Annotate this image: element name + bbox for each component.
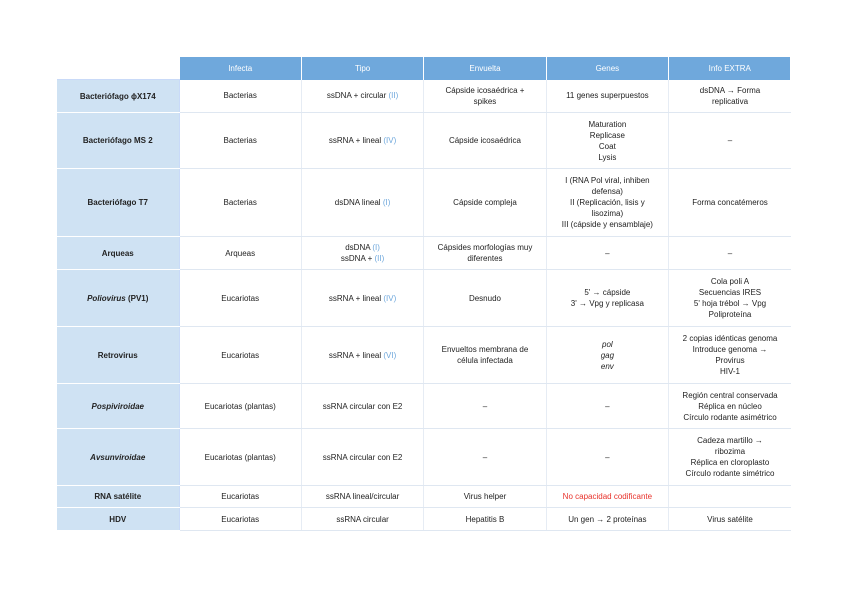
- cell-line: [553, 208, 662, 219]
- cell-text: –: [727, 136, 733, 145]
- cell-genes: [546, 429, 668, 486]
- cell-text: 3' → Vpg y replicasa: [570, 299, 644, 308]
- cell-envuelta: [424, 80, 546, 113]
- cell-text: Replicase: [589, 130, 625, 140]
- baltimore-class-label: (I): [372, 243, 380, 252]
- cell-infecta: [179, 237, 301, 270]
- cell-tipo: [301, 80, 423, 113]
- cell-line: [675, 333, 785, 344]
- cell-text: Eucariotas (plantas): [204, 452, 276, 462]
- cell-line: [675, 287, 785, 298]
- baltimore-class-label: (II): [388, 91, 399, 101]
- cell-infecta: [179, 169, 301, 237]
- cell-text: ribozima: [714, 447, 746, 456]
- cell-text: dsDNA: [345, 243, 373, 252]
- header-infecta: Infecta: [179, 57, 301, 80]
- cell-text: Bacterias: [223, 198, 257, 207]
- cell-line: [553, 130, 662, 141]
- cell-text: ssRNA circular: [336, 514, 389, 524]
- cell-text: dsDNA → Forma: [699, 85, 761, 95]
- header-genes: Genes: [546, 57, 668, 80]
- cell-text: Cápside compleja: [453, 198, 517, 207]
- cell-line: [675, 446, 785, 457]
- cell-info-extra: [669, 508, 791, 531]
- cell-line: [186, 401, 295, 412]
- cell-infecta: [179, 508, 301, 531]
- cell-text: ssRNA + lineal: [328, 293, 384, 303]
- cell-tipo: [301, 429, 423, 486]
- cell-text: Cola poli A: [710, 277, 750, 286]
- cell-text: Un gen → 2 proteínas: [568, 514, 647, 524]
- header-row: [57, 57, 791, 80]
- cell-text: Desnudo: [468, 293, 501, 303]
- cell-genes: [546, 270, 668, 327]
- cell-line: [675, 276, 785, 287]
- cell-text: ssRNA lineal/circular: [325, 492, 400, 501]
- cell-line: [675, 197, 785, 208]
- baltimore-class-label: (IV): [383, 136, 397, 145]
- cell-envuelta: [424, 237, 546, 270]
- table-row: [57, 327, 791, 384]
- cell-text: Círculo rodante simétrico: [685, 469, 775, 478]
- table-row: [57, 508, 791, 531]
- row-header: [57, 270, 179, 327]
- cell-line: [308, 242, 417, 253]
- cell-line: [308, 452, 417, 463]
- cell-line: [675, 344, 785, 355]
- cell-text: Eucariotas: [221, 514, 260, 524]
- cell-envuelta: [424, 113, 546, 169]
- cell-envuelta: [424, 384, 546, 429]
- cell-line: [675, 401, 785, 412]
- cell-text: env: [600, 361, 614, 371]
- cell-genes: [546, 237, 668, 270]
- cell-text: Cápside icosaédrica: [448, 136, 521, 145]
- cell-line: [430, 242, 539, 253]
- baltimore-class-label: (II): [374, 254, 385, 263]
- header-tipo: Tipo: [301, 57, 423, 80]
- cell-text: III (cápside y ensamblaje): [561, 220, 653, 229]
- cell-line: [553, 298, 662, 309]
- cell-tipo: [301, 270, 423, 327]
- cell-line: [553, 350, 662, 361]
- cell-infecta: [179, 113, 301, 169]
- cell-tipo: [301, 384, 423, 429]
- cell-infecta: [179, 384, 301, 429]
- cell-line: [430, 253, 539, 264]
- cell-text: Coat: [598, 141, 616, 151]
- cell-line: [553, 401, 662, 412]
- cell-text: replicativa: [712, 96, 749, 106]
- cell-text: pol: [602, 339, 613, 349]
- cell-info-extra: [669, 169, 791, 237]
- row-header: [57, 486, 179, 508]
- cell-text: Bacterias: [223, 91, 257, 101]
- cell-line: [675, 248, 785, 259]
- baltimore-class-label: (IV): [383, 293, 397, 303]
- cell-line: [430, 355, 539, 366]
- cell-text: 2 copias idénticas genoma: [682, 334, 778, 343]
- cell-text: Cápside icosaédrica +: [445, 85, 525, 95]
- row-name: HDV: [109, 514, 127, 524]
- cell-text: ssRNA circular con E2: [322, 452, 403, 462]
- cell-line: [553, 119, 662, 130]
- row-header: [57, 429, 179, 486]
- cell-tipo: [301, 169, 423, 237]
- cell-text: HIV-1: [720, 367, 741, 376]
- cell-line: [675, 366, 785, 377]
- cell-line: [675, 135, 785, 146]
- cell-line: [553, 452, 662, 463]
- cell-text: Virus satélite: [707, 514, 753, 524]
- cell-line: [308, 514, 417, 525]
- cell-envuelta: [424, 429, 546, 486]
- cell-line: [675, 96, 785, 107]
- row-name: Avsunviroidae: [90, 452, 146, 462]
- cell-line: [186, 197, 295, 208]
- cell-line: [430, 344, 539, 355]
- cell-line: [675, 390, 785, 401]
- table-row: [57, 384, 791, 429]
- table-body: [57, 80, 791, 531]
- cell-text: lisozima): [591, 209, 624, 218]
- cell-info-extra: [669, 327, 791, 384]
- cell-line: [430, 452, 539, 463]
- cell-text: 5' hoja trébol → Vpg: [693, 299, 767, 308]
- cell-text: –: [482, 401, 488, 411]
- cell-info-extra: [669, 384, 791, 429]
- cell-line: [430, 401, 539, 412]
- cell-line: [308, 90, 417, 101]
- row-header: [57, 327, 179, 384]
- cell-line: [675, 85, 785, 96]
- table-row: [57, 486, 791, 508]
- cell-text: Eucariotas: [221, 350, 260, 360]
- cell-line: [308, 401, 417, 412]
- cell-line: [186, 293, 295, 304]
- row-name: Pospiviroidae: [91, 401, 144, 411]
- cell-line: [553, 248, 662, 259]
- cell-text: 5' → cápside: [584, 288, 631, 297]
- cell-text: spikes: [473, 96, 497, 106]
- cell-info-extra: [669, 113, 791, 169]
- cell-infecta: [179, 327, 301, 384]
- cell-text: Forma concatémeros: [692, 198, 768, 207]
- cell-info-extra: [669, 486, 791, 508]
- row-name: RNA satélite: [94, 492, 142, 501]
- cell-line: [186, 491, 295, 502]
- cell-line: [553, 514, 662, 525]
- cell-text: –: [605, 452, 610, 462]
- cell-text: Réplica en cloroplasto: [690, 458, 770, 467]
- cell-line: [186, 452, 295, 463]
- cell-tipo: [301, 113, 423, 169]
- row-name: Bacteriófago T7: [87, 198, 148, 207]
- table-row: [57, 429, 791, 486]
- cell-text: defensa): [591, 187, 623, 196]
- cell-tipo: [301, 237, 423, 270]
- cell-genes: [546, 113, 668, 169]
- cell-text: dsDNA lineal: [334, 198, 383, 207]
- cell-genes: [546, 327, 668, 384]
- cell-text: Virus helper: [463, 492, 507, 501]
- cell-line: [553, 186, 662, 197]
- cell-text: Poliproteína: [708, 310, 752, 319]
- cell-infecta: [179, 270, 301, 327]
- cell-line: [675, 514, 785, 525]
- cell-line: [186, 90, 295, 101]
- cell-line: [430, 85, 539, 96]
- cell-text: célula infectada: [457, 356, 513, 365]
- cell-text: No capacidad codificante: [562, 492, 653, 501]
- cell-line: [430, 135, 539, 146]
- cell-line: [553, 175, 662, 186]
- row-name: Bacteriófago ɸX174: [79, 91, 156, 101]
- cell-text: 11 genes superpuestos: [566, 91, 649, 101]
- cell-line: [675, 412, 785, 423]
- cell-text: Círculo rodante asimétrico: [683, 412, 777, 422]
- cell-line: [553, 339, 662, 350]
- cell-line: [553, 197, 662, 208]
- cell-text: Maturation: [588, 119, 627, 129]
- cell-text: ssRNA + lineal: [328, 350, 384, 360]
- cell-line: [675, 355, 785, 366]
- cell-text: Réplica en núcleo: [698, 401, 762, 411]
- cell-text: Lysis: [598, 152, 617, 162]
- cell-line: [553, 90, 662, 101]
- cell-text: diferentes: [467, 254, 503, 263]
- cell-info-extra: [669, 80, 791, 113]
- cell-infecta: [179, 80, 301, 113]
- cell-envuelta: [424, 327, 546, 384]
- cell-text: –: [605, 401, 610, 411]
- cell-text: Envueltos membrana de: [441, 345, 529, 354]
- row-header: [57, 113, 179, 169]
- row-name: Retrovirus: [97, 350, 138, 360]
- cell-info-extra: [669, 237, 791, 270]
- cell-line: [553, 219, 662, 230]
- cell-line: [553, 361, 662, 372]
- cell-line: [308, 197, 417, 208]
- table-row: [57, 113, 791, 169]
- cell-envuelta: [424, 270, 546, 327]
- cell-line: [553, 152, 662, 163]
- cell-line: [308, 350, 417, 361]
- cell-line: [675, 309, 785, 320]
- row-name: Arqueas: [101, 248, 134, 258]
- cell-tipo: [301, 486, 423, 508]
- cell-info-extra: [669, 429, 791, 486]
- row-header: [57, 384, 179, 429]
- header-info-extra: Info EXTRA: [669, 57, 791, 80]
- cell-line: [308, 253, 417, 264]
- header-envuelta: Envuelta: [424, 57, 546, 80]
- cell-tipo: [301, 327, 423, 384]
- cell-info-extra: [669, 270, 791, 327]
- baltimore-class-label: (I): [382, 198, 391, 207]
- cell-text: Provirus: [715, 356, 745, 365]
- cell-text: Bacterias: [223, 136, 257, 145]
- cell-genes: [546, 486, 668, 508]
- cell-text: Secuencias IRES: [698, 288, 762, 297]
- cell-line: [430, 197, 539, 208]
- cell-text: Región central conservada: [682, 390, 778, 400]
- cell-envuelta: [424, 508, 546, 531]
- cell-genes: [546, 80, 668, 113]
- cell-line: [186, 350, 295, 361]
- table-row: [57, 270, 791, 327]
- cell-line: [675, 298, 785, 309]
- row-name-suffix: (PV1): [125, 293, 149, 303]
- cell-text: gag: [600, 350, 615, 360]
- cell-text: –: [605, 248, 610, 258]
- row-header: [57, 80, 179, 113]
- cell-line: [186, 135, 295, 146]
- row-header: [57, 508, 179, 531]
- cell-line: [430, 96, 539, 107]
- cell-text: –: [727, 248, 733, 258]
- cell-tipo: [301, 508, 423, 531]
- baltimore-class-label: (VI): [383, 350, 397, 360]
- cell-line: [430, 293, 539, 304]
- table-row: [57, 237, 791, 270]
- cell-line: [430, 491, 539, 502]
- cell-text: Hepatitis B: [465, 514, 505, 524]
- cell-line: [186, 514, 295, 525]
- cell-genes: [546, 169, 668, 237]
- cell-text: Arqueas: [225, 248, 256, 258]
- cell-line: [186, 248, 295, 259]
- cell-line: [675, 435, 785, 446]
- cell-line: [675, 468, 785, 479]
- cell-genes: [546, 508, 668, 531]
- table-row: [57, 80, 791, 113]
- cell-text: I (RNA Pol viral, inhiben: [565, 176, 650, 185]
- cell-envuelta: [424, 486, 546, 508]
- cell-text: –: [482, 452, 488, 462]
- cell-line: [308, 491, 417, 502]
- table-row: [57, 169, 791, 237]
- cell-text: ssDNA +: [340, 254, 375, 263]
- row-name: Bacteriófago MS 2: [82, 136, 153, 145]
- cell-genes: [546, 384, 668, 429]
- cell-text: Eucariotas (plantas): [204, 401, 276, 411]
- cell-text: ssRNA + lineal: [328, 136, 384, 145]
- cell-line: [308, 135, 417, 146]
- cell-line: [430, 514, 539, 525]
- cell-text: ssDNA + circular: [326, 91, 389, 101]
- row-header: [57, 169, 179, 237]
- cell-line: [553, 141, 662, 152]
- cell-line: [553, 287, 662, 298]
- cell-envuelta: [424, 169, 546, 237]
- virus-comparison-table: [57, 57, 791, 531]
- cell-text: II (Replicación, lisis y: [570, 198, 645, 207]
- cell-line: [675, 457, 785, 468]
- cell-line: [553, 491, 662, 502]
- cell-text: Cadeza martillo →: [697, 436, 763, 445]
- cell-text: ssRNA circular con E2: [322, 401, 403, 411]
- row-name: Poliovirus: [87, 293, 126, 303]
- cell-text: Eucariotas: [221, 293, 260, 303]
- cell-infecta: [179, 429, 301, 486]
- cell-line: [308, 293, 417, 304]
- cell-text: Introduce genoma →: [692, 345, 768, 354]
- cell-text: Eucariotas: [221, 492, 260, 501]
- cell-infecta: [179, 486, 301, 508]
- cell-text: Cápsides morfologías muy: [437, 243, 533, 252]
- row-header: [57, 237, 179, 270]
- header-corner: [57, 57, 179, 80]
